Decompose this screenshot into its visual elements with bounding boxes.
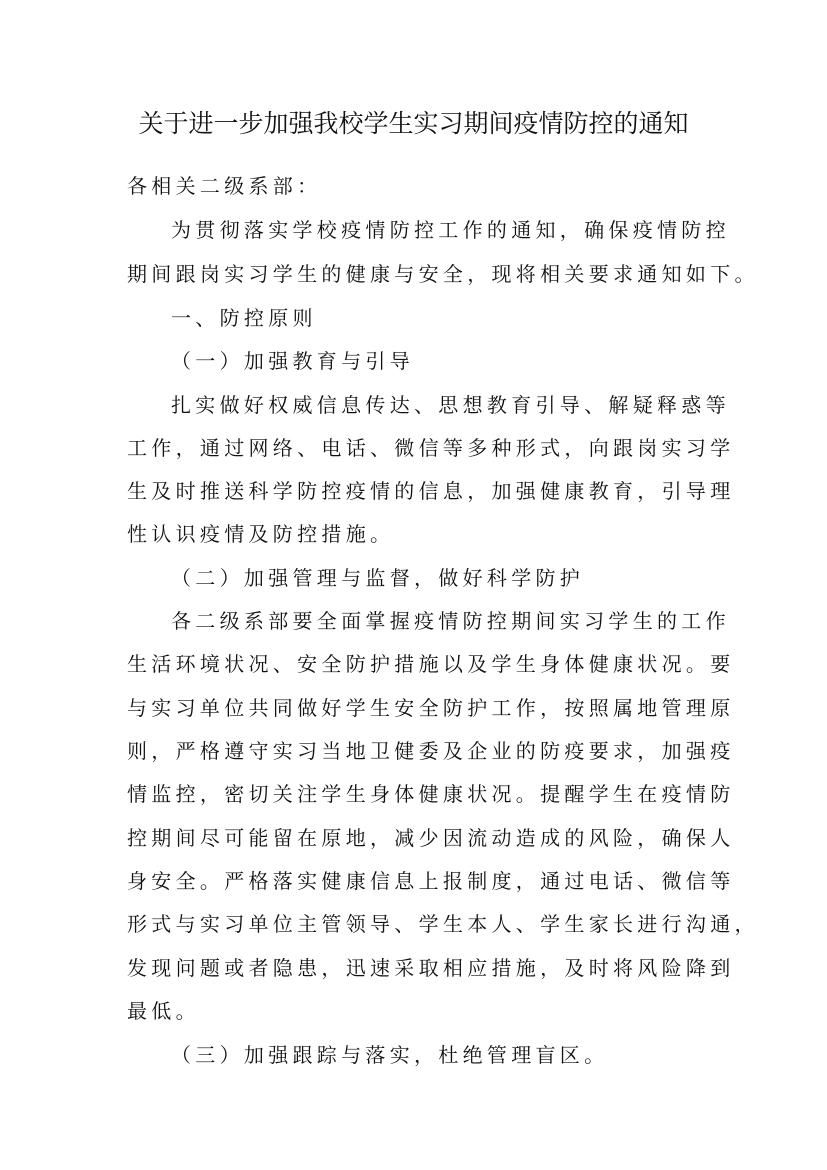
paragraph-line: 生及时推送科学防控疫情的信息，加强健康教育，引导理	[127, 479, 735, 503]
paragraph-line: 扎实做好权威信息传达、思想教育引导、解疑释惑等	[171, 393, 730, 417]
paragraph-line: 则，严格遵守实习当地卫健委及企业的防疫要求，加强疫	[127, 739, 735, 763]
paragraph-line: 与实习单位共同做好学生安全防护工作，按照属地管理原	[127, 696, 735, 720]
paragraph-line: 生活环境状况、安全防护措施以及学生身体健康状况。要	[127, 652, 735, 676]
subsection-heading-1: （一）加强教育与引导	[171, 349, 414, 373]
paragraph-line: 情监控，密切关注学生身体健康状况。提醒学生在疫情防	[127, 782, 735, 806]
paragraph-line: 身安全。严格落实健康信息上报制度，通过电话、微信等	[127, 869, 735, 893]
paragraph-line: 发现问题或者隐患，迅速采取相应措施，及时将风险降到	[127, 956, 735, 980]
paragraph-line: 工作，通过网络、电话、微信等多种形式，向跟岗实习学	[127, 436, 735, 460]
paragraph-line: 性认识疫情及防控措施。	[127, 522, 395, 546]
paragraph-line: 最低。	[127, 999, 200, 1023]
intro-line: 期间跟岗实习学生的健康与安全，现将相关要求通知如下。	[127, 262, 759, 286]
paragraph-line: 控期间尽可能留在原地，减少因流动造成的风险，确保人	[127, 826, 735, 850]
salutation: 各相关二级系部：	[127, 174, 322, 198]
section-heading: 一、防控原则	[171, 306, 317, 330]
subsection-heading-3: （三）加强跟踪与落实，杜绝管理盲区。	[171, 1043, 609, 1067]
paragraph-line: 各二级系部要全面掌握疫情防控期间实习学生的工作	[171, 609, 730, 633]
intro-line: 为贯彻落实学校疫情防控工作的通知，确保疫情防控	[171, 218, 730, 242]
paragraph-line: 形式与实习单位主管领导、学生本人、学生家长进行沟通，	[127, 912, 759, 936]
subsection-heading-2: （二）加强管理与监督，做好科学防护	[171, 566, 585, 590]
document-title: 关于进一步加强我校学生实习期间疫情防控的通知	[138, 109, 689, 138]
